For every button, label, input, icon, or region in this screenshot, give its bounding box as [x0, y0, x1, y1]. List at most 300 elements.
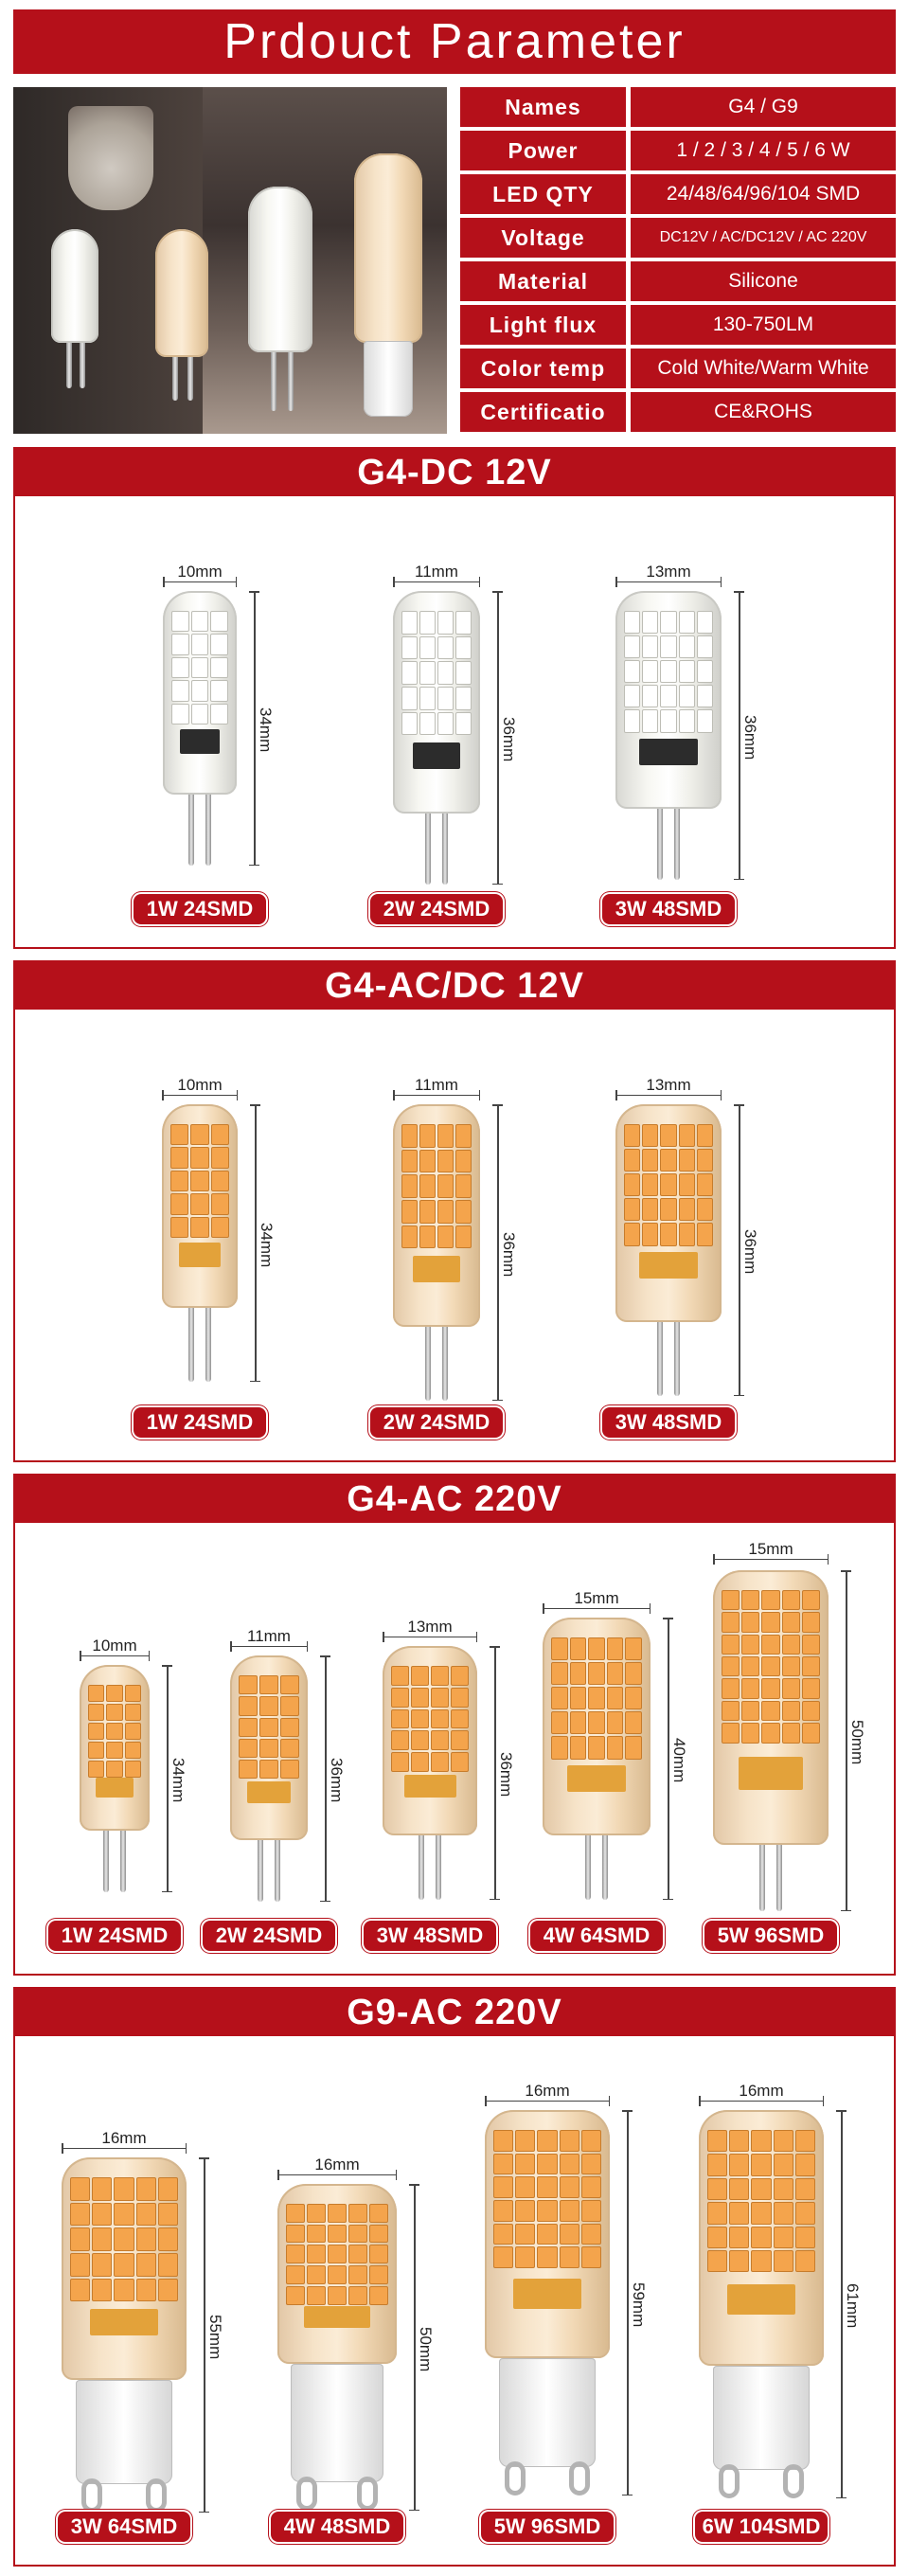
led-chip — [432, 1753, 448, 1771]
led-chip — [370, 2226, 387, 2243]
led-chip — [370, 2266, 387, 2283]
led-chip — [287, 2205, 304, 2222]
led-chip — [516, 2201, 534, 2221]
led-chip — [71, 2204, 89, 2226]
led-chip — [159, 2280, 177, 2301]
spec-row — [460, 305, 896, 345]
led-chip — [643, 661, 657, 682]
led-chip — [698, 1125, 712, 1146]
bulb-model-label: 2W 24SMD — [203, 1921, 335, 1951]
led-chip — [71, 2228, 89, 2250]
led-chip — [680, 636, 694, 657]
pin — [657, 1322, 663, 1396]
bulb-model-label: 3W 48SMD — [602, 1407, 735, 1438]
led-chip — [370, 2205, 387, 2222]
led-chip — [516, 2155, 534, 2174]
spec-value: 1 / 2 / 3 / 4 / 5 / 6 W — [631, 131, 896, 170]
led-chip — [171, 1148, 187, 1167]
led-chip — [722, 1657, 739, 1675]
led-chip-grid — [171, 1125, 228, 1237]
spec-name: Color temp — [460, 349, 626, 388]
led-chip — [538, 2155, 556, 2174]
led-chip — [115, 2280, 133, 2301]
led-chip — [281, 1676, 298, 1693]
led-chip — [412, 1689, 428, 1707]
bulb-model-label: 4W 64SMD — [530, 1921, 663, 1951]
led-chip — [796, 2227, 814, 2247]
spec-name: Voltage — [460, 218, 626, 258]
led-chip — [680, 612, 694, 633]
bulb-model-label: 2W 24SMD — [370, 1407, 503, 1438]
led-chip — [107, 1724, 121, 1739]
led-chip — [661, 1125, 675, 1146]
led-chip — [392, 1667, 408, 1685]
driver-board — [304, 2306, 369, 2328]
led-chip — [708, 2179, 726, 2199]
width-dimension: 16mm — [277, 2156, 397, 2175]
driver-board — [96, 1778, 134, 1798]
led-chip — [171, 1172, 187, 1190]
section-g4-acdc12v — [13, 960, 896, 1462]
led-chip — [329, 2287, 346, 2304]
led-chip — [191, 1194, 207, 1213]
spec-name: Material — [460, 261, 626, 301]
height-dimension-label: 34mm — [258, 1222, 276, 1267]
photo-bulb-3-pin — [271, 352, 276, 411]
driver-board — [413, 1256, 461, 1282]
led-chip — [626, 1663, 641, 1684]
led-chip — [260, 1761, 277, 1778]
pin — [776, 1845, 782, 1911]
led-chip — [281, 1697, 298, 1714]
led-chip — [626, 1688, 641, 1708]
led-chip — [752, 2155, 770, 2174]
g9-ceramic-base — [76, 2380, 173, 2484]
led-chip — [643, 1224, 657, 1244]
led-chip — [625, 710, 639, 731]
led-chip — [742, 1702, 758, 1720]
spec-value: Silicone — [631, 261, 896, 301]
led-chip — [240, 1761, 257, 1778]
led-chip — [287, 2266, 304, 2283]
spec-row — [460, 349, 896, 388]
led-chip — [438, 637, 453, 659]
led-chip — [260, 1719, 277, 1736]
led-chip — [608, 1688, 623, 1708]
led-chip — [680, 1150, 694, 1171]
led-chip — [392, 1710, 408, 1728]
led-chip — [661, 1199, 675, 1220]
pin — [436, 1835, 441, 1900]
width-dimension: 11mm — [393, 1076, 480, 1096]
led-chip — [742, 1613, 758, 1631]
led-chip — [171, 1194, 187, 1213]
led-chip — [752, 2227, 770, 2247]
led-chip — [89, 1743, 103, 1758]
photo-bulb-3-pin — [288, 352, 294, 411]
pin — [602, 1835, 608, 1900]
led-chip — [456, 612, 471, 634]
height-dimension-label: 59mm — [630, 2281, 648, 2327]
led-chip — [698, 710, 712, 731]
pin — [657, 809, 663, 880]
led-chip — [211, 635, 227, 653]
led-chip — [722, 1724, 739, 1742]
led-chip — [730, 2155, 748, 2174]
led-chip — [661, 1150, 675, 1171]
bulb-model-label: 2W 24SMD — [370, 894, 503, 924]
led-chip — [438, 688, 453, 709]
spec-value: Cold White/Warm White — [631, 349, 896, 388]
led-chip — [159, 2254, 177, 2276]
led-chip — [172, 705, 188, 724]
led-chip — [608, 1663, 623, 1684]
pin — [442, 1327, 448, 1401]
led-chip — [281, 1740, 298, 1757]
spec-name: Light flux — [460, 305, 626, 345]
led-chip — [456, 637, 471, 659]
led-chip — [680, 1199, 694, 1220]
led-chip — [438, 1201, 453, 1223]
pin — [674, 809, 680, 880]
led-chip — [582, 2177, 600, 2197]
led-chip — [115, 2254, 133, 2276]
led-chip — [420, 713, 435, 735]
led-chip — [71, 2178, 89, 2200]
spec-row — [460, 131, 896, 170]
led-chip — [159, 2204, 177, 2226]
led-chip — [402, 637, 417, 659]
led-chip-grid — [722, 1591, 819, 1743]
led-chip — [420, 612, 435, 634]
led-chip — [438, 662, 453, 684]
led-chip — [89, 1686, 103, 1701]
led-chip — [432, 1667, 448, 1685]
bulb-model-label: 1W 24SMD — [134, 894, 266, 924]
led-chip — [762, 1657, 778, 1675]
led-chip — [456, 1201, 471, 1223]
led-chip-grid — [552, 1638, 641, 1759]
led-chip — [308, 2205, 325, 2222]
led-chip — [561, 2155, 579, 2174]
led-chip — [796, 2203, 814, 2223]
led-chip — [494, 2225, 512, 2245]
led-chip — [126, 1762, 140, 1777]
led-chip — [329, 2226, 346, 2243]
led-chip — [308, 2245, 325, 2263]
driver-board — [727, 2284, 796, 2315]
led-chip — [730, 2251, 748, 2271]
pin — [674, 1322, 680, 1396]
driver-board — [739, 1757, 802, 1790]
section-g4-dc12v — [13, 447, 896, 949]
led-chip — [516, 2177, 534, 2197]
led-chip — [708, 2131, 726, 2151]
led-chip — [308, 2287, 325, 2304]
led-chip — [420, 637, 435, 659]
led-chip — [349, 2245, 366, 2263]
led-chip — [93, 2280, 111, 2301]
width-dimension: 10mm — [162, 1076, 238, 1096]
led-chip — [212, 1172, 228, 1190]
photo-bulb-1 — [51, 229, 98, 343]
g9-loop-pin — [505, 2461, 526, 2496]
width-dimension: 16mm — [485, 2082, 610, 2102]
bulb-model-label: 4W 48SMD — [271, 2512, 403, 2542]
led-chip — [126, 1686, 140, 1701]
photo-bulb-1-pin — [80, 343, 85, 388]
led-chip — [571, 1688, 586, 1708]
led-chip — [494, 2177, 512, 2197]
led-chip — [803, 1591, 819, 1609]
led-chip — [349, 2226, 366, 2243]
led-chip — [107, 1743, 121, 1758]
spec-name: LED QTY — [460, 174, 626, 214]
led-chip — [211, 705, 227, 724]
led-chip — [420, 1201, 435, 1223]
bulb-model-label: 6W 104SMD — [695, 2512, 828, 2542]
led-chip — [438, 1226, 453, 1248]
photo-bulb-2-pin — [172, 357, 178, 401]
led-chip — [742, 1657, 758, 1675]
led-chip — [402, 612, 417, 634]
led-chip — [260, 1697, 277, 1714]
led-chip — [661, 661, 675, 682]
led-chip — [349, 2287, 366, 2304]
led-chip — [561, 2177, 579, 2197]
led-chip — [402, 1226, 417, 1248]
led-chip — [402, 1151, 417, 1172]
led-chip — [420, 662, 435, 684]
led-chip — [762, 1636, 778, 1654]
led-chip — [329, 2266, 346, 2283]
led-chip — [625, 686, 639, 707]
led-chip — [803, 1613, 819, 1631]
led-chip — [589, 1712, 604, 1733]
g9-loop-pin — [357, 2477, 378, 2511]
driver-board — [413, 742, 461, 769]
led-chip — [107, 1705, 121, 1720]
led-chip — [192, 705, 208, 724]
led-chip — [212, 1194, 228, 1213]
led-chip — [402, 662, 417, 684]
pin — [188, 795, 194, 866]
led-chip — [287, 2226, 304, 2243]
bulb-model-label: 3W 64SMD — [58, 2512, 190, 2542]
photo-bulb-4-base — [364, 341, 413, 417]
driver-board — [179, 1243, 221, 1267]
width-dimension: 11mm — [393, 563, 480, 582]
led-chip — [722, 1679, 739, 1697]
led-chip — [661, 710, 675, 731]
led-chip — [796, 2251, 814, 2271]
led-chip — [392, 1689, 408, 1707]
led-chip — [762, 1702, 778, 1720]
led-chip — [456, 1175, 471, 1197]
led-chip-grid — [708, 2131, 814, 2272]
led-chip — [680, 661, 694, 682]
led-chip — [191, 1172, 207, 1190]
pin — [275, 1840, 280, 1902]
led-chip — [783, 1636, 799, 1654]
led-chip — [626, 1737, 641, 1758]
led-chip — [137, 2280, 155, 2301]
spec-value: DC12V / AC/DC12V / AC 220V — [631, 218, 896, 258]
driver-board — [639, 739, 698, 765]
led-chip — [159, 2228, 177, 2250]
led-chip — [172, 681, 188, 700]
led-chip — [775, 2179, 793, 2199]
width-dimension: 10mm — [80, 1637, 150, 1656]
led-chip — [240, 1676, 257, 1693]
led-chip — [538, 2131, 556, 2151]
led-chip — [643, 1199, 657, 1220]
led-chip — [643, 612, 657, 633]
driver-board — [180, 729, 221, 754]
led-chip — [192, 612, 208, 631]
led-chip — [582, 2201, 600, 2221]
led-chip — [438, 612, 453, 634]
led-chip — [432, 1731, 448, 1749]
led-chip — [796, 2155, 814, 2174]
led-chip-grid — [89, 1686, 140, 1777]
product-photo — [13, 87, 447, 434]
g9-loop-pin — [146, 2478, 167, 2513]
led-chip — [582, 2247, 600, 2267]
pin — [188, 1308, 194, 1382]
led-chip — [420, 688, 435, 709]
led-chip — [552, 1663, 567, 1684]
led-chip — [796, 2179, 814, 2199]
led-chip — [730, 2227, 748, 2247]
led-chip — [552, 1737, 567, 1758]
led-chip — [308, 2266, 325, 2283]
led-chip — [89, 1762, 103, 1777]
led-chip — [589, 1688, 604, 1708]
height-dimension-label: 40mm — [670, 1738, 688, 1783]
spec-name: Certificatio — [460, 392, 626, 432]
led-chip — [608, 1638, 623, 1659]
width-dimension: 11mm — [230, 1627, 308, 1647]
g9-loop-pin — [719, 2464, 740, 2498]
led-chip — [722, 1591, 739, 1609]
height-dimension-label: 36mm — [741, 714, 759, 760]
g9-loop-pin — [569, 2461, 590, 2496]
led-chip-grid — [402, 612, 471, 734]
g9-loop-pin — [81, 2478, 102, 2513]
led-chip — [260, 1676, 277, 1693]
led-chip — [552, 1638, 567, 1659]
led-chip — [752, 2131, 770, 2151]
led-chip — [752, 2251, 770, 2271]
pin — [425, 814, 431, 885]
led-chip — [783, 1613, 799, 1631]
spec-row — [460, 87, 896, 127]
led-chip — [172, 658, 188, 677]
led-chip — [329, 2205, 346, 2222]
driver-board — [247, 1781, 290, 1803]
pin — [205, 1308, 211, 1382]
led-chip — [93, 2204, 111, 2226]
led-chip — [625, 661, 639, 682]
led-chip — [93, 2254, 111, 2276]
led-chip — [171, 1218, 187, 1237]
led-chip — [402, 1175, 417, 1197]
led-chip — [211, 681, 227, 700]
led-chip — [107, 1686, 121, 1701]
led-chip — [680, 1174, 694, 1195]
led-chip — [420, 1175, 435, 1197]
led-chip — [803, 1657, 819, 1675]
photo-bulb-1-pin — [66, 343, 72, 388]
led-chip — [538, 2201, 556, 2221]
g9-loop-pin — [296, 2477, 317, 2511]
led-chip — [571, 1737, 586, 1758]
width-dimension: 13mm — [383, 1618, 477, 1637]
led-chip — [661, 1224, 675, 1244]
led-chip — [722, 1636, 739, 1654]
spec-value: 24/48/64/96/104 SMD — [631, 174, 896, 214]
led-chip — [172, 612, 188, 631]
led-chip — [775, 2251, 793, 2271]
bulb-model-label: 1W 24SMD — [134, 1407, 266, 1438]
led-chip — [438, 1175, 453, 1197]
led-chip — [680, 1224, 694, 1244]
led-chip — [708, 2251, 726, 2271]
led-chip — [211, 658, 227, 677]
led-chip — [516, 2131, 534, 2151]
led-chip — [783, 1679, 799, 1697]
spec-value: G4 / G9 — [631, 87, 896, 127]
led-chip — [608, 1737, 623, 1758]
pin — [425, 1327, 431, 1401]
led-chip — [775, 2131, 793, 2151]
led-chip — [159, 2178, 177, 2200]
led-chip — [456, 713, 471, 735]
led-chip — [742, 1724, 758, 1742]
led-chip — [752, 2203, 770, 2223]
led-chip — [171, 1125, 187, 1144]
led-chip — [762, 1613, 778, 1631]
height-dimension-label: 36mm — [500, 717, 518, 762]
pin — [759, 1845, 765, 1911]
led-chip — [625, 1199, 639, 1220]
led-chip — [775, 2227, 793, 2247]
led-chip — [456, 1151, 471, 1172]
led-chip — [392, 1753, 408, 1771]
width-dimension: 10mm — [163, 563, 237, 582]
g9-loop-pin — [783, 2464, 804, 2498]
led-chip — [452, 1731, 468, 1749]
spec-value: CE&ROHS — [631, 392, 896, 432]
bulb-model-label: 5W 96SMD — [481, 2512, 614, 2542]
driver-board — [567, 1765, 627, 1792]
led-chip — [571, 1663, 586, 1684]
height-dimension-label: 55mm — [206, 2314, 224, 2359]
led-chip — [308, 2226, 325, 2243]
led-chip — [552, 1712, 567, 1733]
led-chip — [775, 2155, 793, 2174]
led-chip — [432, 1689, 448, 1707]
led-chip — [287, 2245, 304, 2263]
led-chip — [538, 2177, 556, 2197]
led-chip — [456, 688, 471, 709]
led-chip — [698, 1224, 712, 1244]
led-chip — [438, 1125, 453, 1147]
width-dimension: 16mm — [62, 2129, 187, 2149]
spec-row — [460, 174, 896, 214]
led-chip — [494, 2155, 512, 2174]
